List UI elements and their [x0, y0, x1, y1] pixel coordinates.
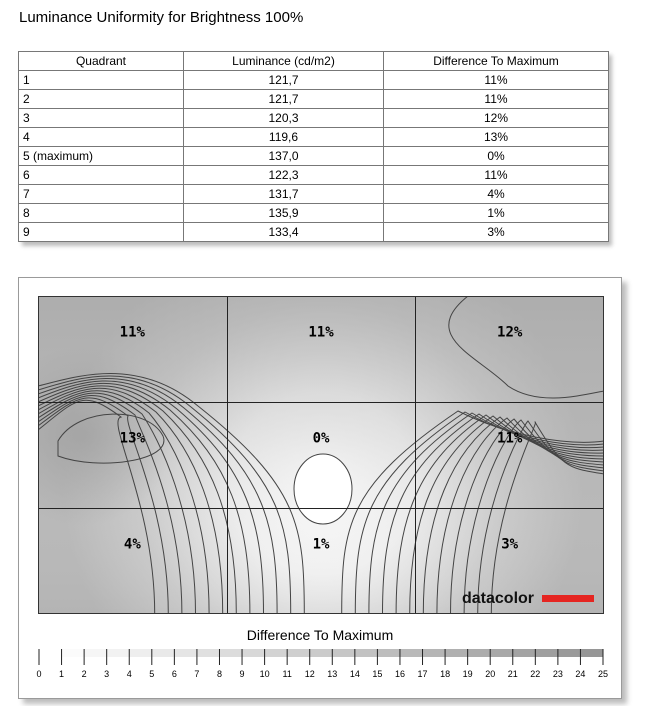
luminance-cell: 131,7 [184, 185, 384, 204]
quadrant-cell: 7 [19, 185, 184, 204]
legend-tick-label: 20 [485, 669, 496, 679]
luminance-cell: 137,0 [184, 147, 384, 166]
difference-cell: 1% [384, 204, 609, 223]
legend-tick-label: 0 [36, 669, 42, 679]
page-title: Luminance Uniformity for Brightness 100% [19, 9, 304, 26]
legend-tick-label: 9 [239, 669, 245, 679]
legend-tick-label: 18 [440, 669, 451, 679]
legend-swatch [129, 649, 152, 657]
legend-tick-label: 16 [394, 669, 405, 679]
table-row [19, 71, 609, 90]
legend-tick-label: 14 [349, 669, 360, 679]
legend-tick-label: 2 [81, 669, 87, 679]
legend-swatch [535, 649, 558, 657]
legend-swatch [152, 649, 175, 657]
color-legend [33, 645, 613, 685]
table-header-row [19, 52, 609, 71]
heatmap-shading-left [38, 296, 238, 614]
difference-cell: 13% [384, 128, 609, 147]
luminance-cell: 122,3 [184, 166, 384, 185]
luminance-cell: 119,6 [184, 128, 384, 147]
legend-tick-label: 25 [597, 669, 609, 679]
legend-tick-label: 21 [507, 669, 518, 679]
legend-tick-label: 3 [104, 669, 110, 679]
uniformity-heatmap [38, 296, 604, 614]
legend-tick-label: 8 [216, 669, 222, 679]
quadrant-cell: 5 (maximum) [19, 147, 184, 166]
legend-tick-label: 24 [575, 669, 586, 679]
legend-swatch [242, 649, 265, 657]
logo-bar [542, 595, 594, 602]
legend-tick-labels [36, 669, 608, 679]
table-row [19, 90, 609, 109]
legend-tick-label: 19 [462, 669, 473, 679]
quadrant-label: 13% [119, 430, 145, 447]
legend-swatch [107, 649, 130, 657]
luminance-cell: 121,7 [184, 90, 384, 109]
legend-tick-label: 6 [171, 669, 177, 679]
legend-tick-label: 11 [282, 669, 292, 679]
legend-swatch [62, 649, 85, 657]
quadrant-label: 11% [119, 324, 145, 341]
legend-swatch [558, 649, 581, 657]
quadrant-label: 3% [501, 536, 519, 553]
quadrant-cell: 6 [19, 166, 184, 185]
quadrant-cell: 3 [19, 109, 184, 128]
legend-swatch [310, 649, 333, 657]
legend-tick-label: 7 [194, 669, 200, 679]
legend-swatch [468, 649, 491, 657]
uniformity-figure [18, 277, 622, 699]
quadrant-cell: 9 [19, 223, 184, 242]
difference-cell: 0% [384, 147, 609, 166]
legend-swatch [219, 649, 242, 657]
luminance-table [18, 51, 608, 242]
legend-swatch [84, 649, 107, 657]
luminance-cell: 121,7 [184, 71, 384, 90]
header-luminance: Luminance (cd/m2) [184, 52, 384, 71]
legend-swatch [445, 649, 468, 657]
quadrant-cell: 2 [19, 90, 184, 109]
legend-swatches [39, 649, 603, 657]
legend-tick-label: 13 [327, 669, 338, 679]
legend-swatch [265, 649, 288, 657]
quadrant-label: 4% [123, 536, 141, 553]
hotspot-contour [294, 454, 352, 524]
legend-tick-label: 23 [552, 669, 563, 679]
legend-swatch [377, 649, 400, 657]
legend-swatch [332, 649, 355, 657]
legend-swatch [355, 649, 378, 657]
difference-cell: 12% [384, 109, 609, 128]
difference-cell: 3% [384, 223, 609, 242]
legend-swatch [490, 649, 513, 657]
header-quadrant: Quadrant [19, 52, 184, 71]
legend-tick-label: 17 [417, 669, 428, 679]
difference-cell: 11% [384, 71, 609, 90]
quadrant-cell: 8 [19, 204, 184, 223]
luminance-cell: 120,3 [184, 109, 384, 128]
table-row [19, 109, 609, 128]
difference-cell: 11% [384, 166, 609, 185]
table-row [19, 185, 609, 204]
quadrant-cell: 1 [19, 71, 184, 90]
legend-swatch [513, 649, 536, 657]
legend-tick-label: 10 [259, 669, 270, 679]
legend-swatch [423, 649, 446, 657]
quadrant-label: 11% [308, 324, 334, 341]
legend-tick-label: 22 [530, 669, 541, 679]
legend-tick-label: 15 [372, 669, 383, 679]
table-row [19, 128, 609, 147]
legend-swatch [580, 649, 603, 657]
legend-tick-label: 12 [304, 669, 315, 679]
table-row [19, 147, 609, 166]
table-row [19, 223, 609, 242]
table-row [19, 166, 609, 185]
legend-title: Difference To Maximum [246, 627, 394, 643]
legend-swatch [174, 649, 197, 657]
table-row [19, 204, 609, 223]
header-difference: Difference To Maximum [384, 52, 609, 71]
legend-swatch [287, 649, 310, 657]
quadrant-label: 0% [312, 430, 330, 447]
legend-tick-label: 1 [59, 669, 65, 679]
legend-swatch [39, 649, 62, 657]
quadrant-cell: 4 [19, 128, 184, 147]
difference-cell: 4% [384, 185, 609, 204]
legend-swatch [400, 649, 423, 657]
legend-swatch [197, 649, 220, 657]
luminance-cell: 135,9 [184, 204, 384, 223]
difference-cell: 11% [384, 90, 609, 109]
luminance-cell: 133,4 [184, 223, 384, 242]
quadrant-label: 12% [497, 324, 523, 341]
quadrant-label: 1% [312, 536, 330, 553]
logo-text: datacolor [462, 590, 535, 607]
legend-tick-label: 4 [126, 669, 132, 679]
legend-tick-label: 5 [149, 669, 155, 679]
quadrant-label: 11% [497, 430, 523, 447]
